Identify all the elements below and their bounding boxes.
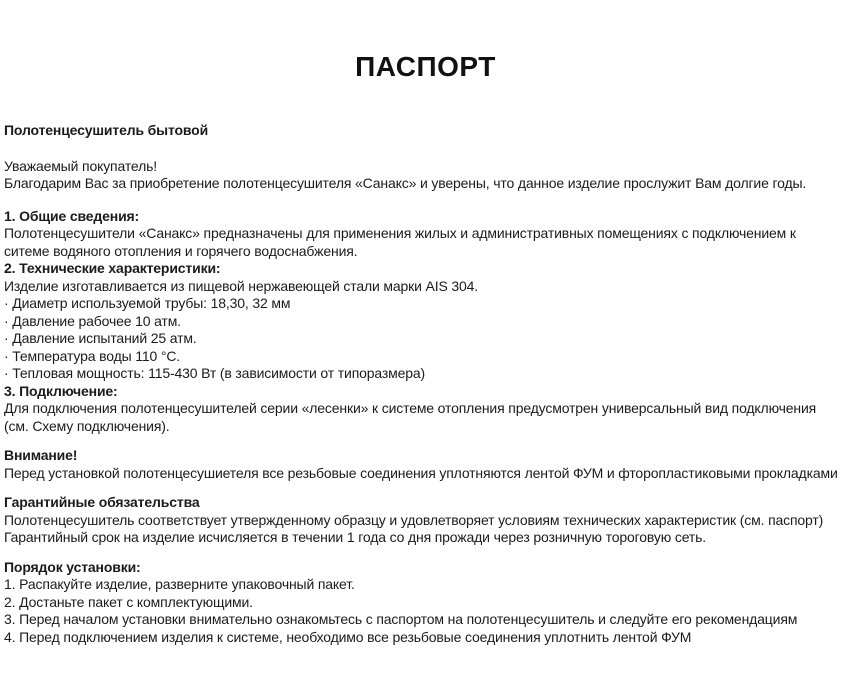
section-heading: Порядок установки: [4, 558, 141, 575]
text-line: Гарантийный срок на изделие исчисляется в течении 1 года со дня прожади через розничную тороговую сеть. [4, 529, 707, 545]
section-heading: 3. Подключение: [4, 382, 118, 399]
text-line: Полотенцесушитель соответствует утвержденному образцу и удовлетворяет условиям технических характеристик (см. паспорт) [4, 511, 824, 528]
text-line: · Давление рабочее 10 атм. [4, 312, 181, 329]
section-greeting [4, 158, 847, 193]
text-line: Уважаемый покупатель! [4, 157, 157, 174]
text-line: 4. Перед подключением изделия к системе, необходимо все резьбовые соединения уплотнить лентой ФУМ [4, 628, 692, 645]
section-heading: Полотенцесушитель бытовой [4, 122, 209, 138]
text-line: Благодарим Вас за приобретение полотенцесушителя «Санакс» и уверены, что данное изделие прослужит Вам долгие годы. [4, 175, 807, 191]
section-warranty [4, 494, 847, 547]
section-product-name [4, 122, 847, 140]
document-title: ПАСПОРТ [355, 51, 496, 82]
text-line: 3. Перед началом установки внимательно ознакомьтесь с паспортом на полотенцесушитель и следуйте его рекомендациям [4, 611, 798, 627]
section-heading: 1. Общие сведения: [4, 207, 140, 224]
text-line: · Тепловая мощность: 115-430 Вт (в зависимости от типоразмера) [4, 365, 426, 381]
text-line: · Давление испытаний 25 атм. [4, 330, 197, 346]
section-installation-order [4, 559, 847, 647]
document-body [4, 122, 847, 646]
text-line: Перед установкой полотенцесушиетеля все резьбовые соединения уплотняются лентой ФУМ и фторопластиковыми прокладками [4, 464, 838, 481]
section-heading: Внимание! [4, 447, 78, 463]
section-heading: 2. Технические характеристики: [4, 260, 221, 276]
section-heading: Гарантийные обязательства [4, 494, 200, 510]
text-line: Изделие изготавливается из пищевой нержавеющей стали марки AIS 304. [4, 277, 479, 294]
text-line: 2. Достаньте пакет с комплектующими. [4, 593, 253, 610]
text-line: Для подключения полотенцесушителей серии «лесенки» к системе отопления предусмотрен универсальный вид подключения [4, 400, 817, 416]
section-attention [4, 447, 847, 482]
text-line: 1. Распакуйте изделие, разверните упаковочный пакет. [4, 576, 355, 592]
text-line: · Температура воды 110 °С. [4, 347, 181, 364]
text-line: ситеме водяного отопления и горячего водоснабжения. [4, 242, 358, 259]
section-general-info-and-specs [4, 208, 847, 436]
text-line: (см. Схему подключения). [4, 417, 170, 434]
text-line: Полотенцесушители «Санакс» предназначены для применения жилых и административных помещениях с подключением к [4, 225, 796, 241]
text-line: · Диаметр используемой трубы: 18,30, 32 мм [4, 295, 291, 311]
